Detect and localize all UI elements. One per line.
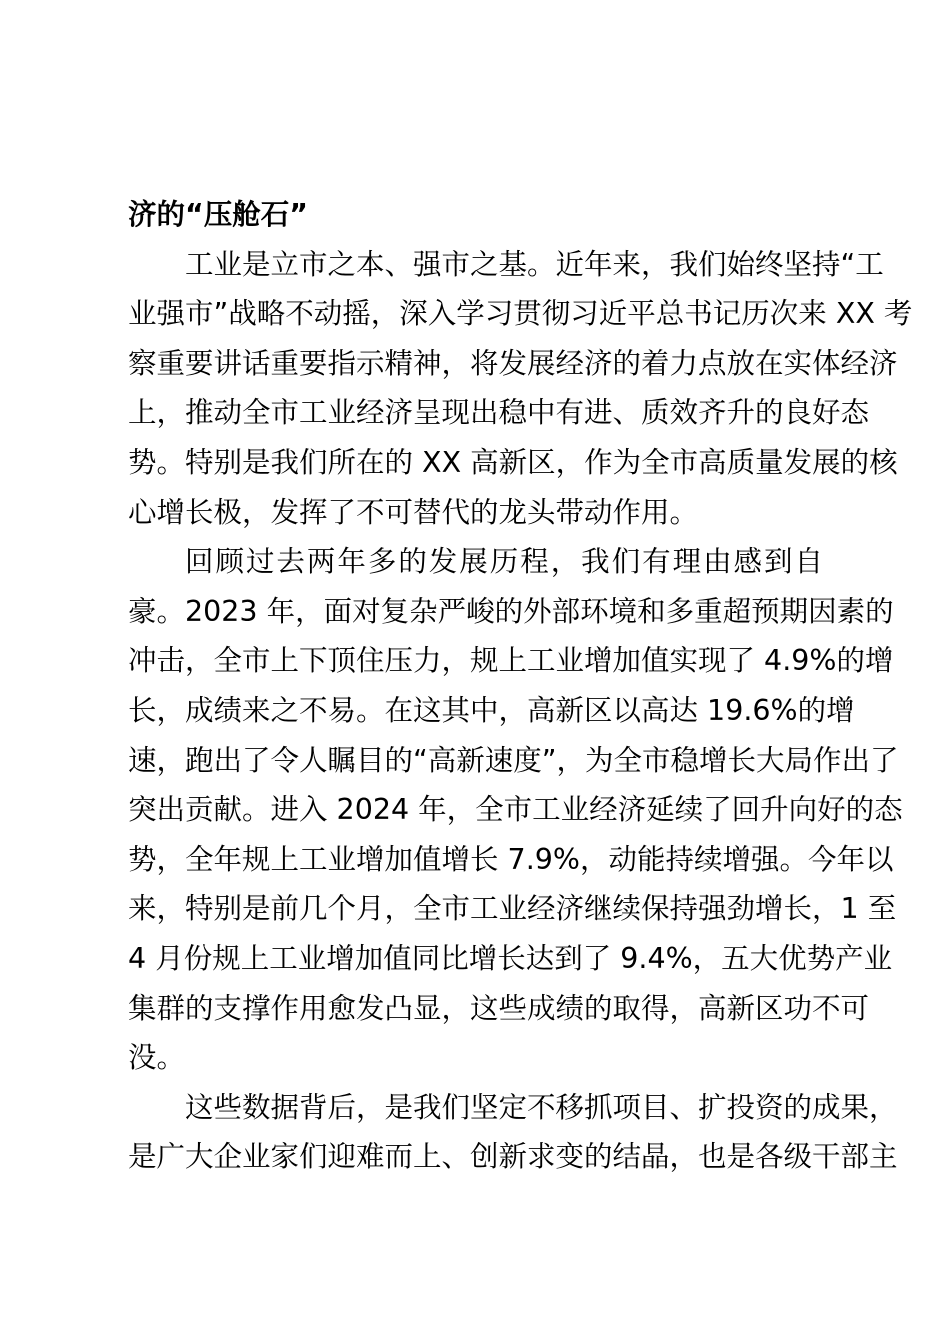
text-line: 这些数据背后，是我们坚定不移抓项目、扩投资的成果， bbox=[185, 1090, 898, 1124]
text-line: 来，特别是前几个月，全市工业经济继续保持强劲增长，1 至 bbox=[128, 892, 897, 926]
text-line: 突出贡献。进入 2024 年，全市工业经济延续了回升向好的态 bbox=[128, 793, 903, 827]
text-line: 豪。2023 年，面对复杂严峻的外部环境和多重超预期因素的 bbox=[128, 594, 894, 628]
paragraph bbox=[128, 1083, 898, 1182]
text-line: 冲击，全市上下顶住压力，规上工业增加值实现了 4.9%的增 bbox=[128, 644, 894, 678]
text-line: 4 月份规上工业增加值同比增长达到了 9.4%，五大优势产业 bbox=[128, 941, 893, 975]
text-line: 上，推动全市工业经济呈现出稳中有进、质效齐升的良好态 bbox=[128, 396, 870, 430]
text-line: 势，全年规上工业增加值增长 7.9%，动能持续增强。今年以 bbox=[128, 842, 894, 876]
section-heading: 济的“压舱石” bbox=[128, 198, 308, 231]
text-line: 长，成绩来之不易。在这其中，高新区以高达 19.6%的增 bbox=[128, 693, 855, 727]
text-line: 集群的支撑作用愈发凸显，这些成绩的取得，高新区功不可 bbox=[128, 991, 870, 1025]
text-line: 回顾过去两年多的发展历程，我们有理由感到自 bbox=[185, 545, 823, 579]
text-line: 速，跑出了令人瞩目的“高新速度”，为全市稳增长大局作出了 bbox=[128, 743, 899, 777]
text-line: 没。 bbox=[128, 1041, 186, 1075]
text-line: 心增长极，发挥了不可替代的龙头带动作用。 bbox=[128, 495, 699, 529]
text-line: 工业是立市之本、强市之基。近年来，我们始终坚持“工 bbox=[185, 247, 884, 281]
document-body bbox=[128, 240, 913, 1182]
text-line: 势。特别是我们所在的 XX 高新区，作为全市高质量发展的核 bbox=[128, 445, 898, 479]
text-line: 是广大企业家们迎难而上、创新求变的结晶，也是各级干部主 bbox=[128, 1140, 898, 1174]
text-line: 业强市”战略不动摇，深入学习贯彻习近平总书记历次来 XX 考 bbox=[128, 297, 913, 331]
paragraph bbox=[128, 537, 903, 1083]
text-line: 察重要讲话重要指示精神，将发展经济的着力点放在实体经济 bbox=[128, 346, 898, 380]
document-page bbox=[128, 190, 913, 1182]
paragraph bbox=[128, 240, 913, 538]
